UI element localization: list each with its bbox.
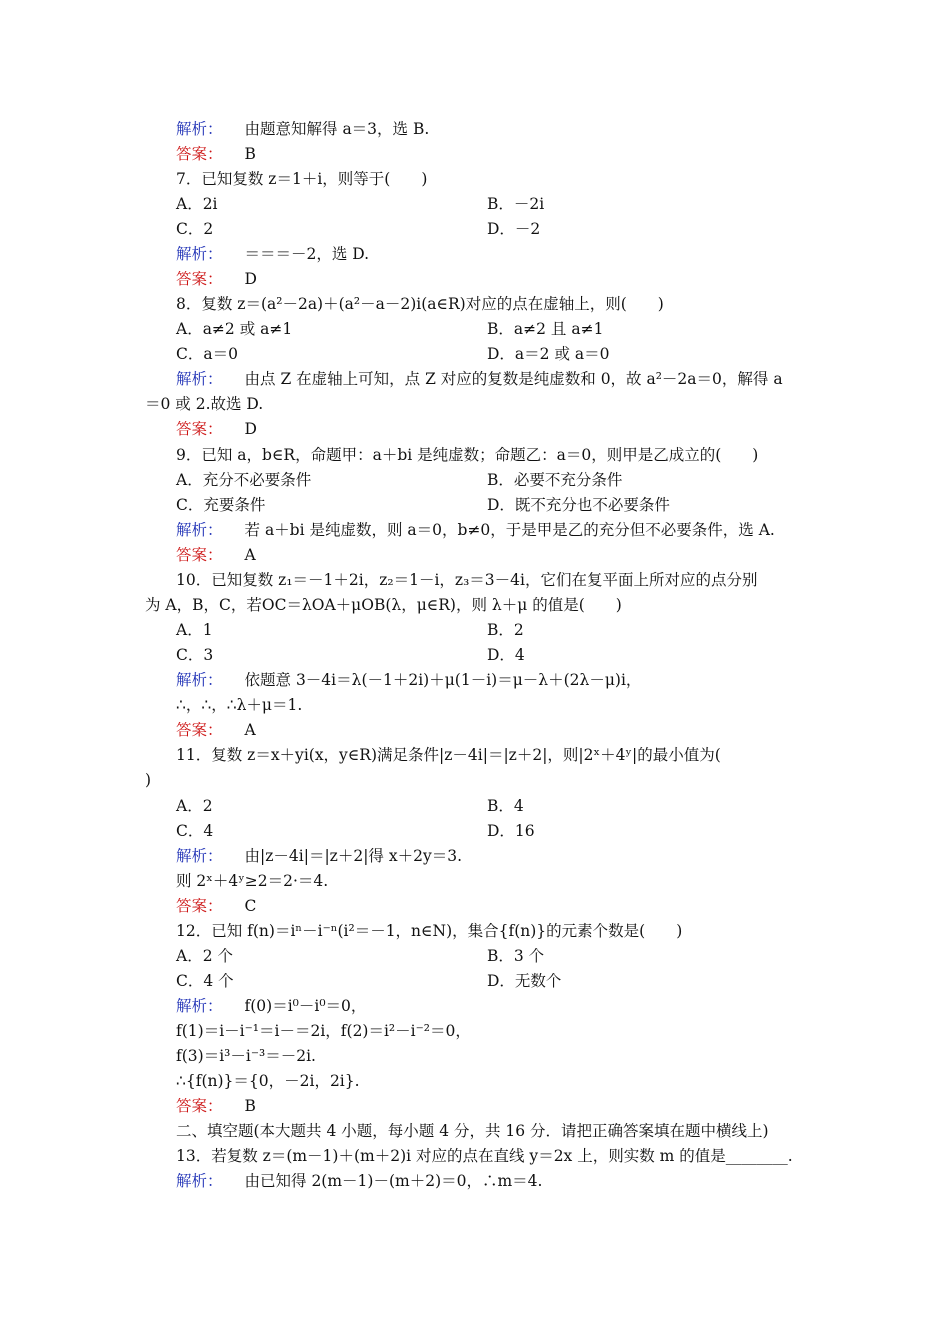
text-line: 12．已知 f(n)＝iⁿ－i⁻ⁿ(i²＝－1，n∈N)，集合{f(n)}的元素个数是( ) [176,922,683,940]
analysis-line [176,117,841,142]
text-line: ∴，∴，∴λ＋μ＝1. [176,696,303,714]
option-left: C．2 [176,220,214,238]
analysis-line [176,1169,841,1194]
text-line: 11．复数 z＝x＋yi(x，y∈R)满足条件|z－4i|＝|z＋2|，则|2ˣ＋4ʸ|的最小值为( [176,746,721,764]
analysis-line [176,367,841,392]
option-left: A．2 [176,797,213,815]
text-line: 9．已知 a，b∈R，命题甲：a＋bi 是纯虚数；命题乙：a＝0，则甲是乙成立的( ) [176,446,759,464]
text-line: f(1)＝i－i⁻¹＝i－＝2i，f(2)＝i²－i⁻²＝0， [176,1022,471,1040]
analysis-text: 由已知得 2(m－1)－(m＋2)＝0，∴m＝4. [244,1172,543,1190]
analysis-text: 由点 Z 在虚轴上可知，点 Z 对应的复数是纯虚数和 0，故 a²－2a＝0，解得 a [244,370,783,388]
continuation-line: ＝0 或 2.故选 D. [145,395,264,413]
analysis-text: f(0)＝i⁰－i⁰＝0， [244,997,367,1015]
analysis-line [176,844,841,869]
text-line: 则 2ˣ＋4ʸ≥2＝2·＝4. [176,872,329,890]
option-left: A．a≠2 或 a≠1 [176,320,293,338]
answer-text: B [244,145,256,163]
option-right: B．a≠2 且 a≠1 [487,320,604,338]
analysis-label: 解析： [176,671,223,689]
option-left: C．a＝0 [176,345,238,363]
answer-line [176,1094,841,1119]
analysis-text: ＝＝＝－2，选 D. [244,245,370,263]
answer-line [176,894,841,919]
analysis-line [176,518,841,543]
analysis-label: 解析： [176,370,223,388]
option-left: A．充分不必要条件 [176,471,312,489]
option-right: D．16 [487,822,535,840]
answer-label: 答案： [176,897,223,915]
option-left: C．4 [176,822,214,840]
option-right: D．－2 [487,220,541,238]
analysis-line [176,242,841,267]
option-right: D．a＝2 或 a＝0 [487,345,610,363]
answer-label: 答案： [176,546,223,564]
answer-line [176,543,841,568]
option-left: A．1 [176,621,213,639]
answer-text: C [244,897,257,915]
analysis-label: 解析： [176,997,223,1015]
option-right: D．既不充分也不必要条件 [487,496,670,514]
answer-label: 答案： [176,1097,223,1115]
continuation-line: ) [145,771,152,789]
answer-line [176,417,841,442]
text-line: 13．若复数 z＝(m－1)＋(m＋2)i 对应的点在直线 y＝2x 上，则实数 m 的值是________. [176,1147,793,1165]
answer-line [176,142,841,167]
analysis-text: 由|z－4i|＝|z＋2|得 x＋2y＝3. [244,847,462,865]
text-line: ∴{f(n)}＝{0，－2i，2i}. [176,1072,360,1090]
option-right: D．无数个 [487,972,562,990]
analysis-label: 解析： [176,120,223,138]
answer-label: 答案： [176,420,223,438]
text-line: 10．已知复数 z₁＝－1＋2i，z₂＝1－i，z₃＝3－4i，它们在复平面上所对应的点分别 [176,571,758,589]
analysis-label: 解析： [176,1172,223,1190]
continuation-line: 为 A，B，C，若OC＝λOA＋μOB(λ，μ∈R)，则 λ＋μ 的值是( ) [145,596,622,614]
answer-text: D [244,420,257,438]
analysis-label: 解析： [176,245,223,263]
answer-line [176,267,841,292]
option-left: C．充要条件 [176,496,266,514]
option-left: C．3 [176,646,214,664]
answer-text: A [244,721,256,739]
text-line: 二、填空题(本大题共 4 小题，每小题 4 分，共 16 分．请把正确答案填在题中横线上) [176,1122,769,1140]
option-left: A．2 个 [176,947,233,965]
option-left: A．2i [176,195,218,213]
option-right: B．3 个 [487,947,545,965]
text-line: 7．已知复数 z＝1＋i，则等于( ) [176,170,428,188]
analysis-label: 解析： [176,847,223,865]
option-right: B．4 [487,797,524,815]
option-right: D．4 [487,646,525,664]
analysis-line [176,668,841,693]
answer-line [176,718,841,743]
answer-text: A [244,546,256,564]
answer-text: D [244,270,257,288]
analysis-text: 由题意知解得 a＝3，选 B. [244,120,430,138]
option-left: C．4 个 [176,972,234,990]
option-right: B．必要不充分条件 [487,471,623,489]
answer-label: 答案： [176,145,223,163]
analysis-label: 解析： [176,521,223,539]
option-right: B．2 [487,621,524,639]
answer-label: 答案： [176,270,223,288]
answer-text: B [244,1097,256,1115]
text-line: f(3)＝i³－i⁻³＝－2i. [176,1047,316,1065]
text-line: 8．复数 z＝(a²－2a)＋(a²－a－2)i(a∈R)对应的点在虚轴上，则( ) [176,295,664,313]
analysis-text: 若 a＋bi 是纯虚数，则 a＝0，b≠0，于是甲是乙的充分但不必要条件，选 A. [244,521,775,539]
option-right: B．－2i [487,195,545,213]
analysis-text: 依题意 3－4i＝λ(－1＋2i)＋μ(1－i)＝μ－λ＋(2λ－μ)i， [244,671,642,689]
analysis-line [176,994,841,1019]
answer-label: 答案： [176,721,223,739]
